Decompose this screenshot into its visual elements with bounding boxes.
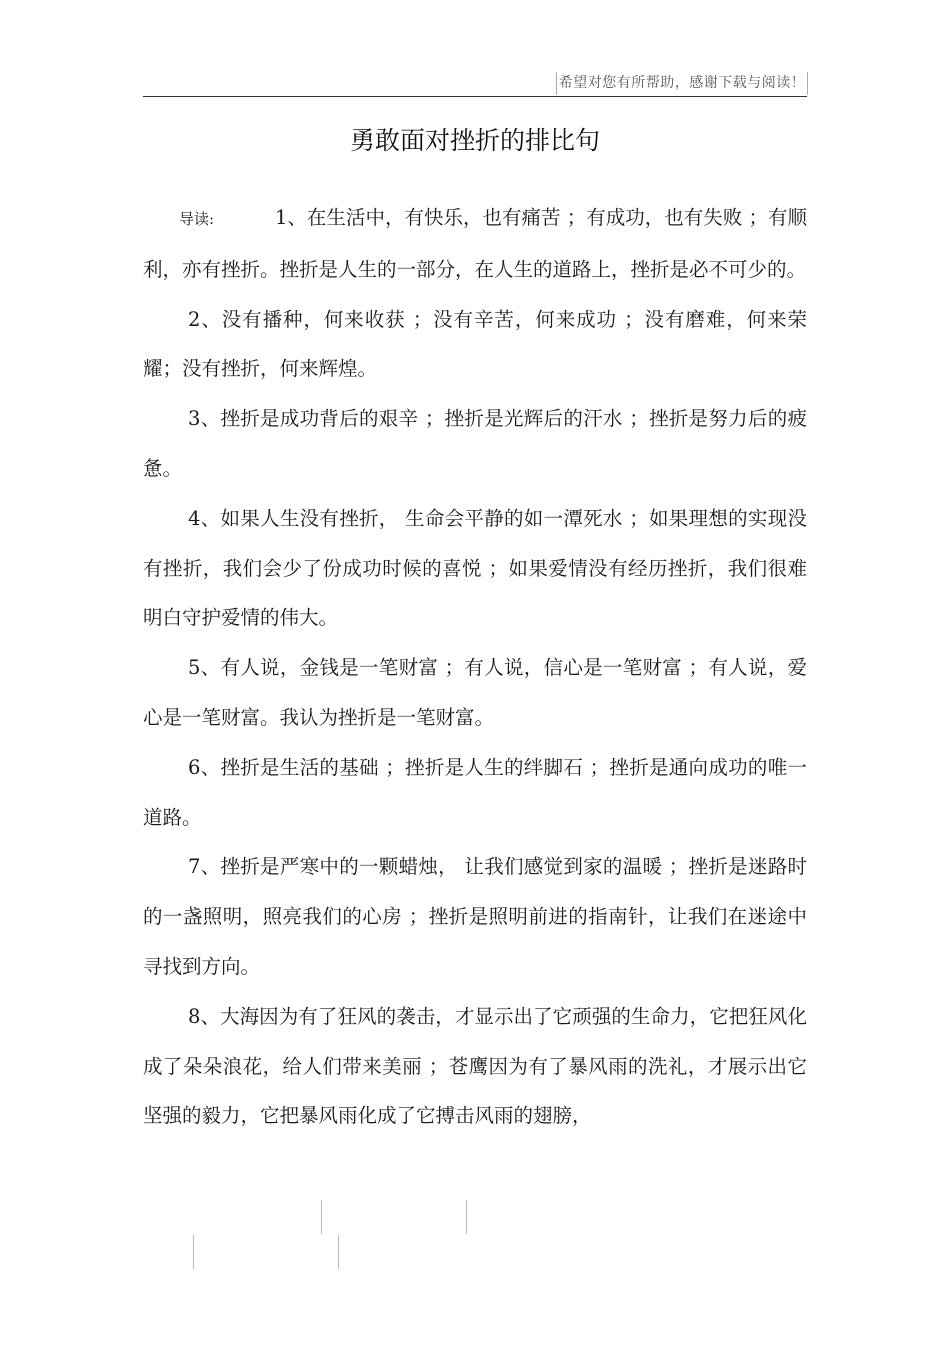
footer-mark-line xyxy=(193,1235,194,1269)
footer-mark-line xyxy=(321,1200,322,1234)
paragraph-1 xyxy=(143,193,807,295)
paragraph-6: 6、挫折是生活的基础 ；挫折是人生的绊脚石 ；挫折是通向成功的唯一道路。 xyxy=(143,755,807,829)
footer-mark-line xyxy=(338,1235,339,1269)
paragraph-8: 8、大海因为有了狂风的袭击，才显示出了它顽强的生命力，它把狂风化成了朵朵浪花，给人们带来美丽 ；苍鹰因为有了暴风雨的洗礼，才展示出它坚强的毅力，它把暴风雨化成了它搏击风雨的翅膀， xyxy=(143,1004,807,1128)
paragraph-2: 2、没有播种，何来收获 ；没有辛苦，何来成功 ；没有磨难，何来荣耀；没有挫折，何来辉煌。 xyxy=(143,307,807,381)
lead-label: 导读: xyxy=(179,210,215,228)
paragraph-5: 5、有人说，金钱是一笔财富 ；有人说，信心是一笔财富 ；有人说，爱心是一笔财富。我认为挫折是一笔财富。 xyxy=(143,656,807,729)
document-body xyxy=(143,193,807,1141)
paragraph-7: 7、挫折是严寒中的一颗蜡烛， 让我们感觉到家的温暖 ；挫折是迷路时的一盏照明，照亮我们的心房 ；挫折是照明前进的指南针，让我们在迷途中寻找到方向。 xyxy=(143,855,807,978)
paragraph-3: 3、挫折是成功背后的艰辛 ；挫折是光辉后的汗水 ；挫折是努力后的疲惫。 xyxy=(143,407,807,480)
paragraph-text: 1、在生活中，有快乐，也有痛苦 ；有成功，也有失败 ；有顺利，亦有挫折。挫折是人生的一部分，在人生的道路上，挫折是必不可少的。 xyxy=(143,206,807,281)
header-divider xyxy=(143,96,807,97)
header-note: 希望对您有所帮助，感谢下载与阅读！ xyxy=(556,72,808,95)
footer-mark-line xyxy=(466,1200,467,1234)
page-title: 勇敢面对挫折的排比句 xyxy=(349,126,600,155)
paragraph-4: 4、如果人生没有挫折， 生命会平静的如一潭死水 ；如果理想的实现没有挫折，我们会少了份成功时候的喜悦 ；如果爱情没有经历挫折，我们很难明白守护爱情的伟大。 xyxy=(143,506,807,630)
